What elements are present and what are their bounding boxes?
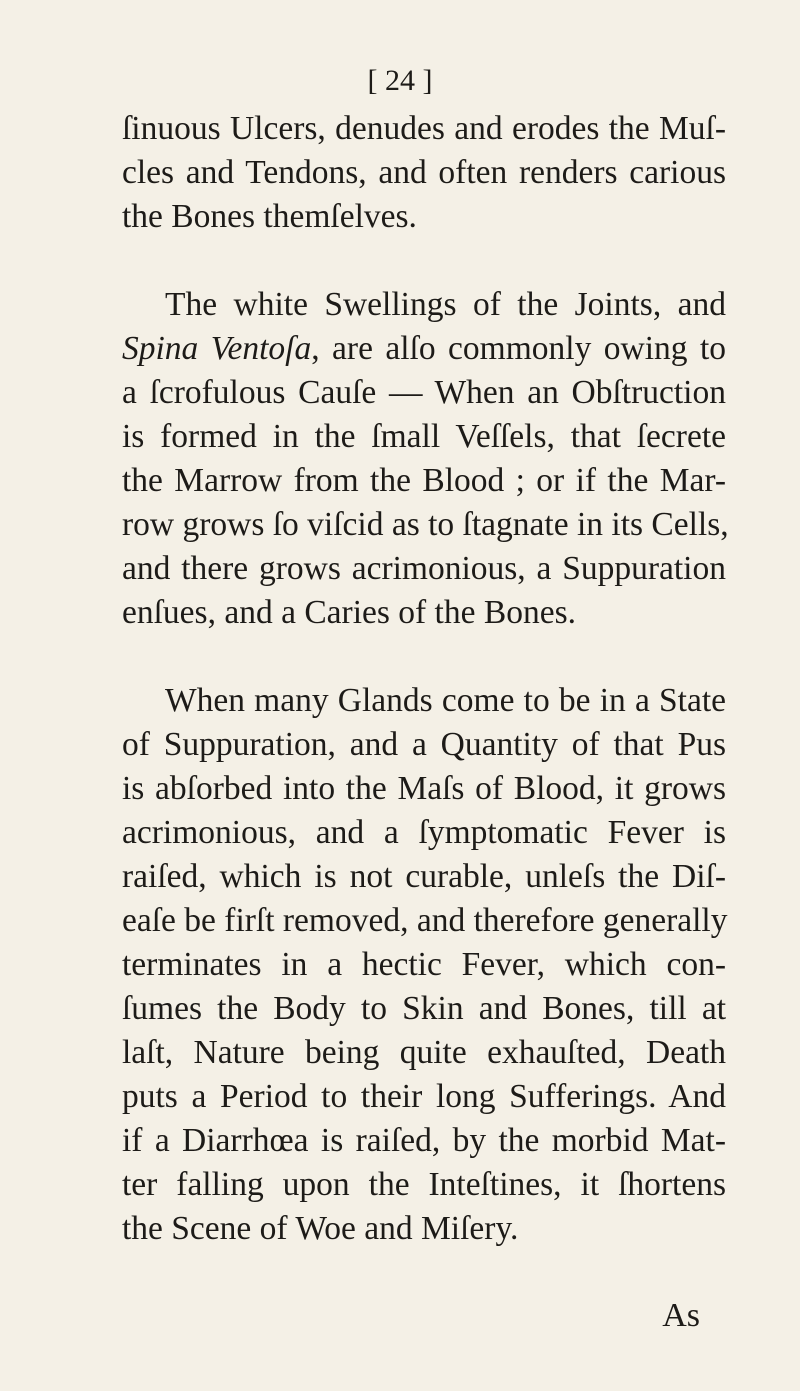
text-line: enſues, and a Caries of the Bones. (122, 594, 576, 631)
text-line: acrimonious, and a ſymptomatic Fever is (122, 814, 726, 851)
text-line: terminates in a hectic Fever, which con- (122, 946, 726, 983)
italic-term: Spina Ventoſa (122, 330, 312, 367)
text-line: and there grows acrimonious, a Suppuration (122, 550, 726, 587)
text-line-with-italic (122, 327, 726, 371)
text-segment: The white Swellings of the Joints, and (165, 286, 726, 323)
text-line: puts a Period to their long Sufferings. And (122, 1078, 726, 1115)
text-line: if a Diarrhœa is raiſed, by the morbid Mat- (122, 1122, 726, 1159)
text-segment: , are alſo commonly owing to (311, 330, 726, 367)
text-line: laſt, Nature being quite exhauſted, Death (122, 1034, 726, 1071)
text-line: row grows ſo viſcid as to ſtagnate in its Cells, (122, 506, 729, 543)
text-line: raiſed, which is not curable, unleſs the Diſ- (122, 858, 726, 895)
text-line: of Suppuration, and a Quantity of that Pus (122, 726, 726, 763)
text-line: When many Glands come to be in a State (165, 682, 726, 719)
page-number: [ 24 ] (367, 64, 433, 97)
catchword: As (662, 1297, 700, 1334)
text-line: ter falling upon the Inteſtines, it ſhortens (122, 1166, 726, 1203)
text-line: ſinuous Ulcers, denudes and erodes the Muſ- (122, 110, 726, 147)
text-line: the Scene of Woe and Miſery. (122, 1210, 519, 1247)
text-line: ſumes the Body to Skin and Bones, till at (122, 990, 726, 1027)
text-line: a ſcrofulous Cauſe — When an Obſtruction (122, 374, 726, 411)
text-line: eaſe be firſt removed, and therefore generally (122, 902, 728, 939)
text-line: the Bones themſelves. (122, 198, 417, 235)
text-line: the Marrow from the Blood ; or if the Mar- (122, 462, 726, 499)
text-line: is abſorbed into the Maſs of Blood, it grows (122, 770, 726, 807)
text-line: is formed in the ſmall Veſſels, that ſecrete (122, 418, 726, 455)
text-line: cles and Tendons, and often renders carious (122, 154, 726, 191)
text-line-first (165, 283, 726, 327)
